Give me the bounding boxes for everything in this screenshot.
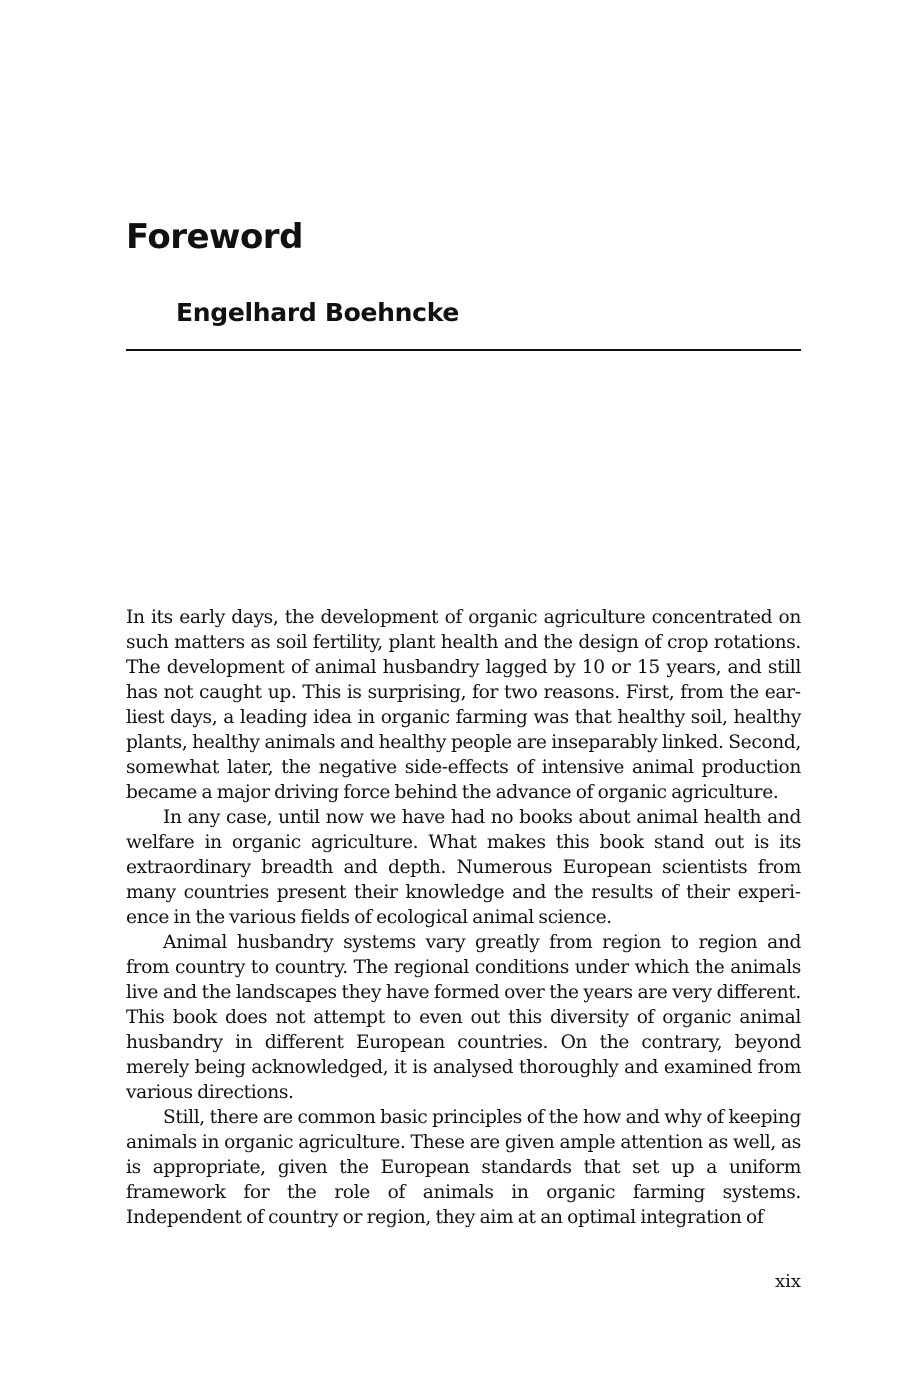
chapter-author: Engelhard Boehncke <box>176 298 460 327</box>
paragraph: In its early days, the development of organic agriculture concentrated on such matters as soil fertility, plant health and the design of crop rotations. The development of animal husbandry lagged by 10 or 15 years, and still has not caught up. This is surprising, for two reasons. First, from the earliest days, a leading idea in organic farming was that healthy soil, healthy plants, healthy animals and healthy people are inseparably linked. Second, somewhat later, the negative side-effects of intensive animal production became a major driving force behind the advance of organic agriculture. <box>126 607 801 803</box>
paragraph: Still, there are common basic principles of the how and why of keeping animals in organic agriculture. These are given ample attention as well, as is appropriate, given the European standards that set up a uniform framework for the role of animals in organic farming systems. Independent of country or region, they aim at an optimal integration of <box>126 1107 801 1228</box>
title-divider <box>126 349 801 351</box>
paragraph: Animal husbandry systems vary greatly from region to region and from country to country. The regional conditions under which the animals live and the landscapes they have formed over the years are very different. This book does not attempt to even out this diversity of organic animal husbandry in different European countries. On the contrary, beyond merely being acknowledged, it is analysed thoroughly and examined from various directions. <box>126 932 801 1103</box>
page-number: xix <box>774 1271 801 1292</box>
chapter-title: Foreword <box>126 217 303 257</box>
foreword-body <box>126 605 801 1230</box>
paragraph: In any case, until now we have had no books about animal health and welfare in organic agriculture. What makes this book stand out is its extraordinary breadth and depth. Numerous European scientists from many countries present their knowledge and the results of their experience in the various fields of ecological animal science. <box>126 807 801 928</box>
